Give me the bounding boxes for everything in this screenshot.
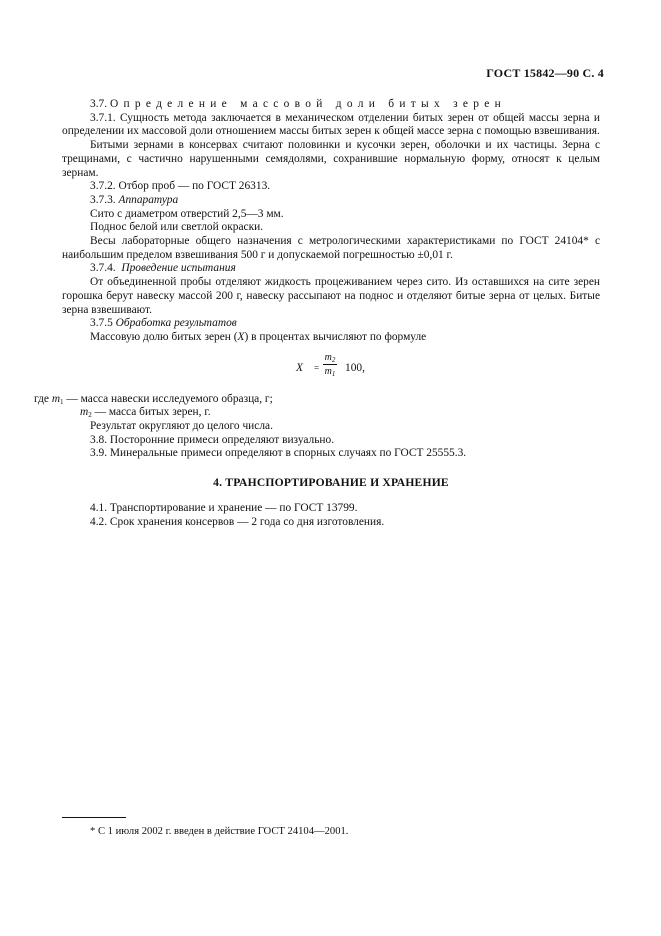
section-4-title: 4. ТРАНСПОРТИРОВАНИЕ И ХРАНЕНИЕ — [213, 476, 449, 490]
page-header: ГОСТ 15842—90 С. 4 — [486, 66, 604, 80]
var-m1: m — [51, 392, 61, 405]
procedure-text: От объединенной пробы отделяют жидкость процеживанием через сито. Из оставшихся на сите зерен горошка берут навеску массой 200 г, навеску рассыпают на поднос и отделяют битые зерна от целых. Битые зерна взвешивают. — [62, 276, 600, 316]
formula-factor — [345, 362, 365, 376]
clause-title: Определение массовой доли битых зерен — [109, 98, 507, 110]
clause-3-7-3-heading — [62, 194, 600, 208]
clause-number: 3.7. — [90, 98, 108, 110]
formula-fraction — [323, 352, 337, 377]
definition-m2 — [62, 406, 600, 420]
m1-description: — масса навески исследуемого образца, г; — [63, 392, 273, 405]
clause-number: 3.7.3. — [90, 193, 116, 206]
var-m2: m — [80, 406, 89, 419]
clause-3-7-4-heading — [62, 262, 600, 276]
clause-title: Аппаратура — [118, 193, 179, 206]
calculation-intro — [62, 331, 600, 345]
scales-item: Весы лабораторные общего назначения с метрологическими характеристиками по ГОСТ 24104* с наибольшим пределом взвешивания 500 г и допускаемой погрешностью ±0,01 г. — [62, 235, 600, 261]
numerator-var: m — [324, 351, 332, 363]
clause-3-7-heading — [62, 98, 600, 112]
variable-x: X — [237, 330, 245, 343]
definition-m1 — [34, 393, 600, 407]
factor-value: 100 — [345, 361, 363, 374]
formula-lhs: X — [296, 361, 303, 374]
clause-3-7-1: 3.7.1. Сущность метода заключается в механическом отделении битых зерен от общей массы зерна и определении их массовой доли отношением массы битых зерен к общей массе зерна с помощью взвешивания. — [62, 111, 600, 138]
clause-3-8: 3.8. Посторонние примеси определяют визуально. — [90, 433, 335, 446]
clause-number: 3.7.5 — [90, 317, 113, 330]
fraction-denominator — [323, 365, 337, 377]
formula-comma: , — [362, 361, 365, 374]
fraction-numerator — [323, 352, 337, 365]
formula-equals: = — [314, 362, 320, 373]
var-m1-sub: 1 — [60, 397, 64, 406]
clause-3-9: 3.9. Минеральные примеси определяют в спорных случаях по ГОСТ 25555.3. — [90, 447, 467, 460]
sieve-item: Сито с диаметром отверстий 2,5—3 мм. — [90, 207, 284, 220]
rounding-rule: Результат округляют до целого числа. — [90, 420, 273, 433]
clause-4-2: 4.2. Срок хранения консервов — 2 года со дня изготовления. — [90, 515, 385, 528]
formula — [62, 350, 600, 390]
clause-title: Проведение испытания — [121, 262, 236, 275]
intro-text: Массовую долю битых зерен ( — [90, 330, 238, 343]
footnote-divider — [62, 817, 126, 818]
m2-description: — масса битых зерен, г. — [91, 406, 211, 419]
broken-grains-definition: Битыми зернами в консервах считают половинки и кусочки зерен, оболочки и их частицы. Зерна с трещинами, с частично нарушенными семядолями, сохранившие нормальную форму, относят к целым зернам. — [62, 139, 600, 179]
clause-3-7-2: 3.7.2. Отбор проб — по ГОСТ 26313. — [90, 180, 271, 193]
clause-title: Обработка результатов — [115, 317, 237, 330]
clause-number: 3.7.4. — [90, 262, 116, 275]
where-word: где — [34, 392, 52, 405]
clause-4-1: 4.1. Транспортирование и хранение — по ГОСТ 13799. — [90, 501, 358, 514]
numerator-sub: 2 — [331, 355, 336, 364]
clause-3-7-5-heading — [62, 317, 600, 331]
footnote: * С 1 июля 2002 г. введен в действие ГОСТ 24104—2001. — [90, 826, 349, 837]
denominator-sub: 1 — [331, 369, 336, 378]
tray-item: Поднос белой или светлой окраски. — [90, 221, 264, 234]
document-body — [34, 98, 600, 529]
intro-text-end: ) в процентах вычисляют по формуле — [244, 330, 427, 343]
var-m2-sub: 2 — [88, 411, 92, 420]
denominator-var: m — [324, 365, 332, 377]
